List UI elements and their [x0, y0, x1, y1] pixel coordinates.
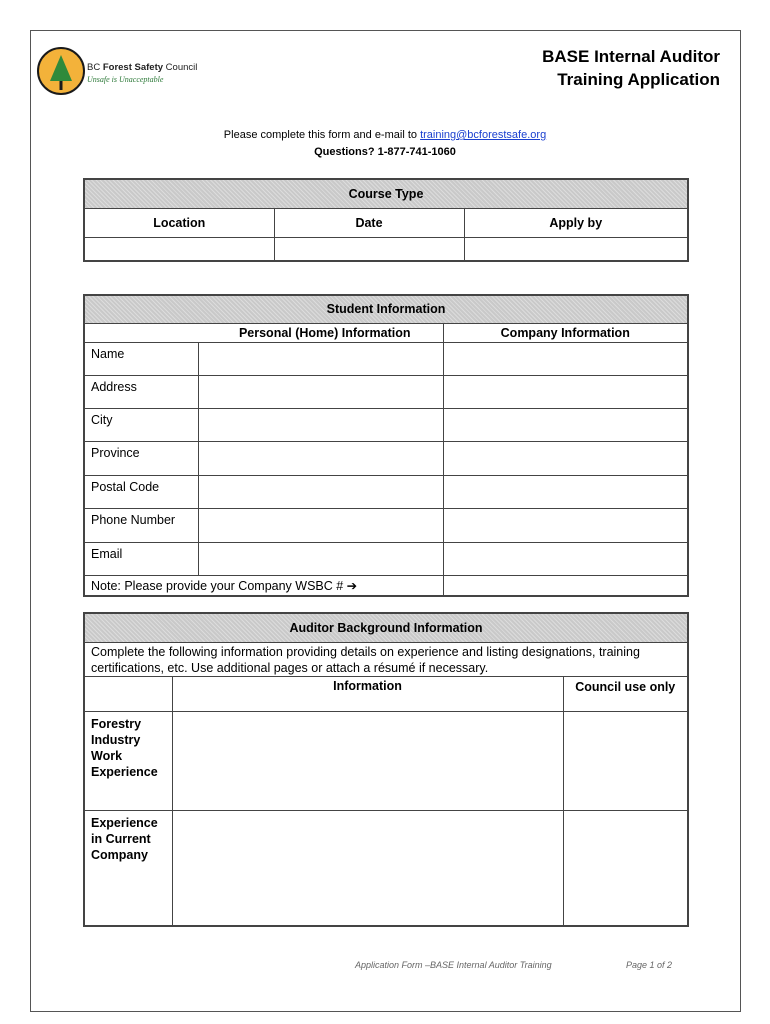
- apply-by-column-header: Apply by: [464, 208, 688, 237]
- forestry-experience-field[interactable]: [172, 711, 563, 810]
- location-field[interactable]: [84, 237, 274, 261]
- date-column-header: Date: [274, 208, 464, 237]
- email-link[interactable]: training@bcforestsafe.org: [420, 129, 547, 141]
- current-company-experience-label: Experience in Current Company: [84, 810, 172, 926]
- postal-code-label: Postal Code: [84, 475, 198, 508]
- intro-text: Please complete this form and e-mail to: [223, 129, 421, 141]
- current-company-council-use-field: [563, 810, 688, 926]
- date-field[interactable]: [274, 237, 464, 261]
- address-label: Address: [84, 375, 198, 408]
- document-title: [542, 45, 720, 91]
- personal-postal-code-field[interactable]: [198, 475, 443, 508]
- personal-province-field[interactable]: [198, 441, 443, 475]
- company-address-field[interactable]: [443, 375, 688, 408]
- logo: [37, 47, 217, 97]
- phone-number-label: Phone Number: [84, 508, 198, 542]
- personal-name-field[interactable]: [198, 342, 443, 375]
- forestry-council-use-field: [563, 711, 688, 810]
- student-information-table: [83, 294, 689, 597]
- province-label: Province: [84, 441, 198, 475]
- logo-tagline: Unsafe is Unacceptable: [87, 75, 164, 84]
- city-label: City: [84, 408, 198, 441]
- logo-name: BC Forest Safety Council: [87, 62, 198, 73]
- auditor-background-table: [83, 612, 689, 927]
- wsbc-number-field[interactable]: [443, 575, 688, 596]
- personal-city-field[interactable]: [198, 408, 443, 441]
- auditor-instructions: Complete the following information providing details on experience and listing designations, training certifications, etc. Use additional pages or attach a résumé if necessary.: [84, 642, 688, 676]
- name-label: Name: [84, 342, 198, 375]
- forestry-experience-label: Forestry Industry Work Experience: [84, 711, 172, 810]
- student-information-header: Student Information: [84, 295, 688, 323]
- personal-phone-field[interactable]: [198, 508, 443, 542]
- wsbc-note: Note: Please provide your Company WSBC # ➔: [84, 575, 443, 596]
- company-postal-code-field[interactable]: [443, 475, 688, 508]
- intro: [0, 127, 770, 161]
- auditor-background-header: Auditor Background Information: [84, 613, 688, 642]
- questions-line: Questions? 1-877-741-1060: [314, 146, 456, 158]
- course-type-header: Course Type: [84, 179, 688, 208]
- tree-icon: [37, 47, 85, 95]
- company-city-field[interactable]: [443, 408, 688, 441]
- personal-email-field[interactable]: [198, 542, 443, 575]
- company-info-column-header: Company Information: [443, 323, 688, 342]
- course-type-table: [83, 178, 689, 262]
- title-line-1: BASE Internal Auditor: [542, 47, 720, 66]
- company-email-field[interactable]: [443, 542, 688, 575]
- council-use-column-header: Council use only: [563, 676, 688, 711]
- footer-left: Application Form –BASE Internal Auditor Training: [355, 960, 552, 970]
- personal-address-field[interactable]: [198, 375, 443, 408]
- information-column-header: Information: [172, 676, 563, 711]
- current-company-experience-field[interactable]: [172, 810, 563, 926]
- blank-header-cell: [84, 676, 172, 711]
- title-line-2: Training Application: [557, 70, 720, 89]
- email-label: Email: [84, 542, 198, 575]
- location-column-header: Location: [84, 208, 274, 237]
- footer-page-number: Page 1 of 2: [626, 960, 673, 970]
- company-name-field[interactable]: [443, 342, 688, 375]
- personal-info-column-header: Personal (Home) Information: [84, 323, 443, 342]
- company-province-field[interactable]: [443, 441, 688, 475]
- company-phone-field[interactable]: [443, 508, 688, 542]
- apply-by-field[interactable]: [464, 237, 688, 261]
